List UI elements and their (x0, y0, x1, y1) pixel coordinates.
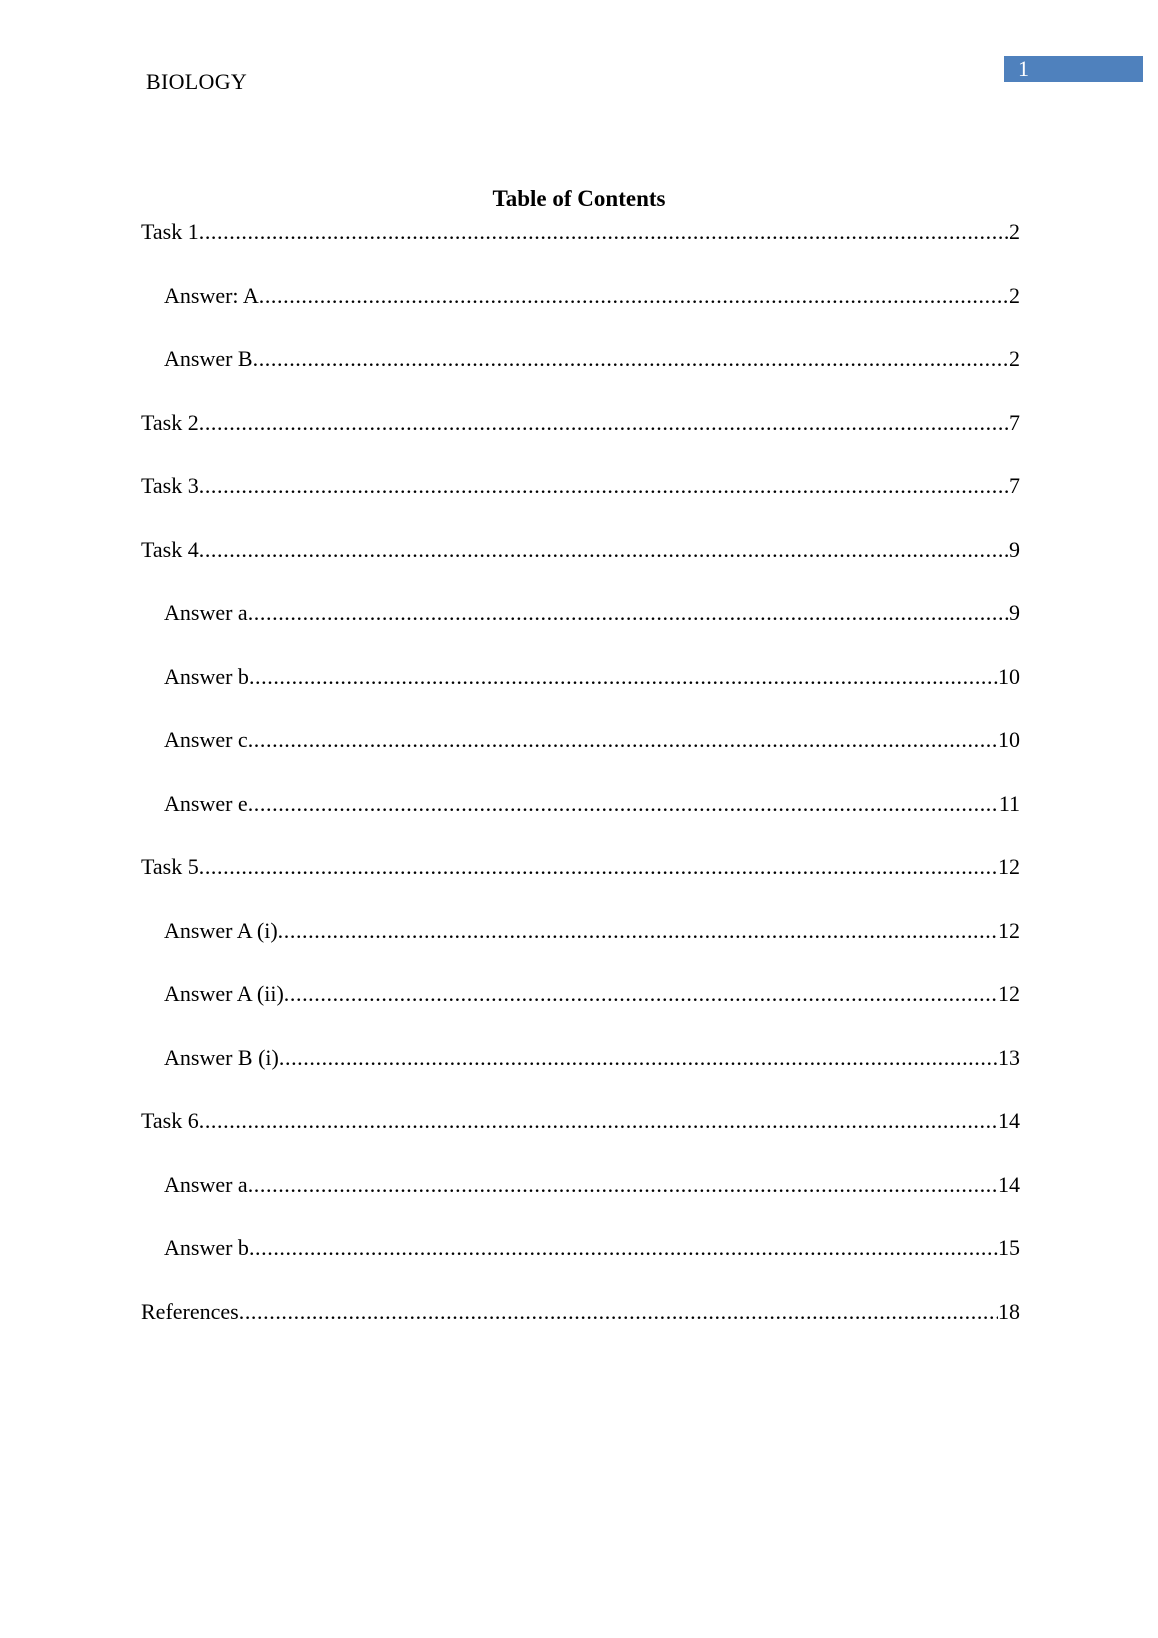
page-number-badge (1004, 56, 1143, 82)
toc-entry-task-4[interactable] (141, 535, 1020, 599)
toc-entry-label: Task 1 (141, 219, 199, 244)
running-header-title: BIOLOGY (146, 69, 248, 94)
toc-entry-label: Task 6 (141, 1108, 199, 1133)
toc-entry-references[interactable] (141, 1297, 1020, 1361)
toc-heading: Table of Contents (492, 186, 666, 211)
toc-entry-label: Task 5 (141, 854, 199, 879)
toc-dot-leader (239, 1297, 998, 1327)
toc-entry-page: 7 (1009, 473, 1020, 498)
toc-entry-task-4-answer-a[interactable] (141, 598, 1020, 662)
toc-dot-leader (248, 725, 998, 755)
toc-entry-task-1-answer-a[interactable] (141, 281, 1020, 345)
toc-entry-page: 12 (998, 981, 1020, 1006)
toc-entry-page: 10 (998, 727, 1020, 752)
toc-entry-label: Answer B (164, 346, 253, 371)
toc-dot-leader (199, 1106, 998, 1136)
toc-entry-task-4-answer-e[interactable] (141, 789, 1020, 853)
toc-entry-page: 15 (998, 1235, 1020, 1260)
toc-entry-task-2[interactable] (141, 408, 1020, 472)
toc-dot-leader (248, 598, 1009, 628)
toc-entry-task-4-answer-c[interactable] (141, 725, 1020, 789)
toc-entry-task-3[interactable] (141, 471, 1020, 535)
toc-entry-label: Answer b (164, 1235, 249, 1260)
toc-entry-task-1[interactable] (141, 217, 1020, 281)
toc-entry-page: 14 (998, 1171, 1020, 1197)
toc-entry-label: Task 2 (141, 409, 199, 435)
toc-entry-task-5[interactable] (141, 852, 1020, 916)
toc-dot-leader (253, 344, 1009, 374)
toc-entry-task-5-answer-a-i[interactable] (141, 916, 1020, 980)
toc-entry-task-1-answer-b[interactable] (141, 344, 1020, 408)
toc-entry-page: 2 (1009, 346, 1020, 371)
toc-entry-task-5-answer-b-i[interactable] (141, 1043, 1020, 1107)
toc-entry-label: Answer c (164, 727, 248, 752)
toc-dot-leader (279, 1043, 998, 1073)
toc-entry-page: 2 (1009, 282, 1020, 308)
toc-entry-page: 14 (998, 1108, 1020, 1133)
toc-entry-page: 12 (998, 854, 1020, 879)
toc-dot-leader (284, 979, 998, 1009)
toc-entry-task-6-answer-a[interactable] (141, 1170, 1020, 1234)
toc-entry-page: 11 (998, 790, 1020, 816)
toc-entry-label: Answer A (i) (164, 917, 278, 943)
table-of-contents (141, 217, 1020, 1360)
toc-entry-page: 18 (998, 1298, 1020, 1324)
toc-entry-label: Answer b (164, 663, 249, 689)
toc-entry-label: Task 3 (141, 473, 199, 498)
page-number: 1 (1018, 56, 1029, 81)
toc-dot-leader (199, 408, 1009, 438)
toc-dot-leader (249, 662, 998, 692)
toc-entry-label: Answer A (ii) (164, 981, 284, 1006)
toc-entry-task-4-answer-b[interactable] (141, 662, 1020, 726)
toc-entry-task-5-answer-a-ii[interactable] (141, 979, 1020, 1043)
toc-entry-task-6[interactable] (141, 1106, 1020, 1170)
toc-entry-label: Answer B (i) (164, 1044, 279, 1070)
toc-dot-leader (248, 1170, 998, 1200)
toc-entry-page: 2 (1009, 219, 1020, 244)
toc-entry-page: 9 (1009, 600, 1020, 625)
toc-dot-leader (199, 535, 1009, 565)
toc-entry-task-6-answer-b[interactable] (141, 1233, 1020, 1297)
toc-entry-label: Answer a (164, 600, 248, 625)
toc-entry-label: Answer e (164, 790, 248, 816)
toc-entry-label: Answer a (164, 1171, 248, 1197)
toc-entry-page: 12 (998, 917, 1020, 943)
toc-entry-label: References (141, 1298, 239, 1324)
toc-entry-page: 10 (998, 663, 1020, 689)
toc-entry-page: 13 (998, 1044, 1020, 1070)
toc-dot-leader (278, 916, 998, 946)
toc-entry-label: Task 4 (141, 536, 199, 562)
toc-dot-leader (249, 1233, 998, 1263)
toc-dot-leader (199, 471, 1009, 501)
toc-dot-leader (248, 789, 999, 819)
toc-dot-leader (199, 852, 998, 882)
toc-entry-page: 7 (1009, 409, 1020, 435)
toc-entry-page: 9 (1009, 536, 1020, 562)
toc-dot-leader (259, 281, 1009, 311)
toc-entry-label: Answer: A (164, 282, 259, 308)
toc-dot-leader (199, 217, 1009, 247)
